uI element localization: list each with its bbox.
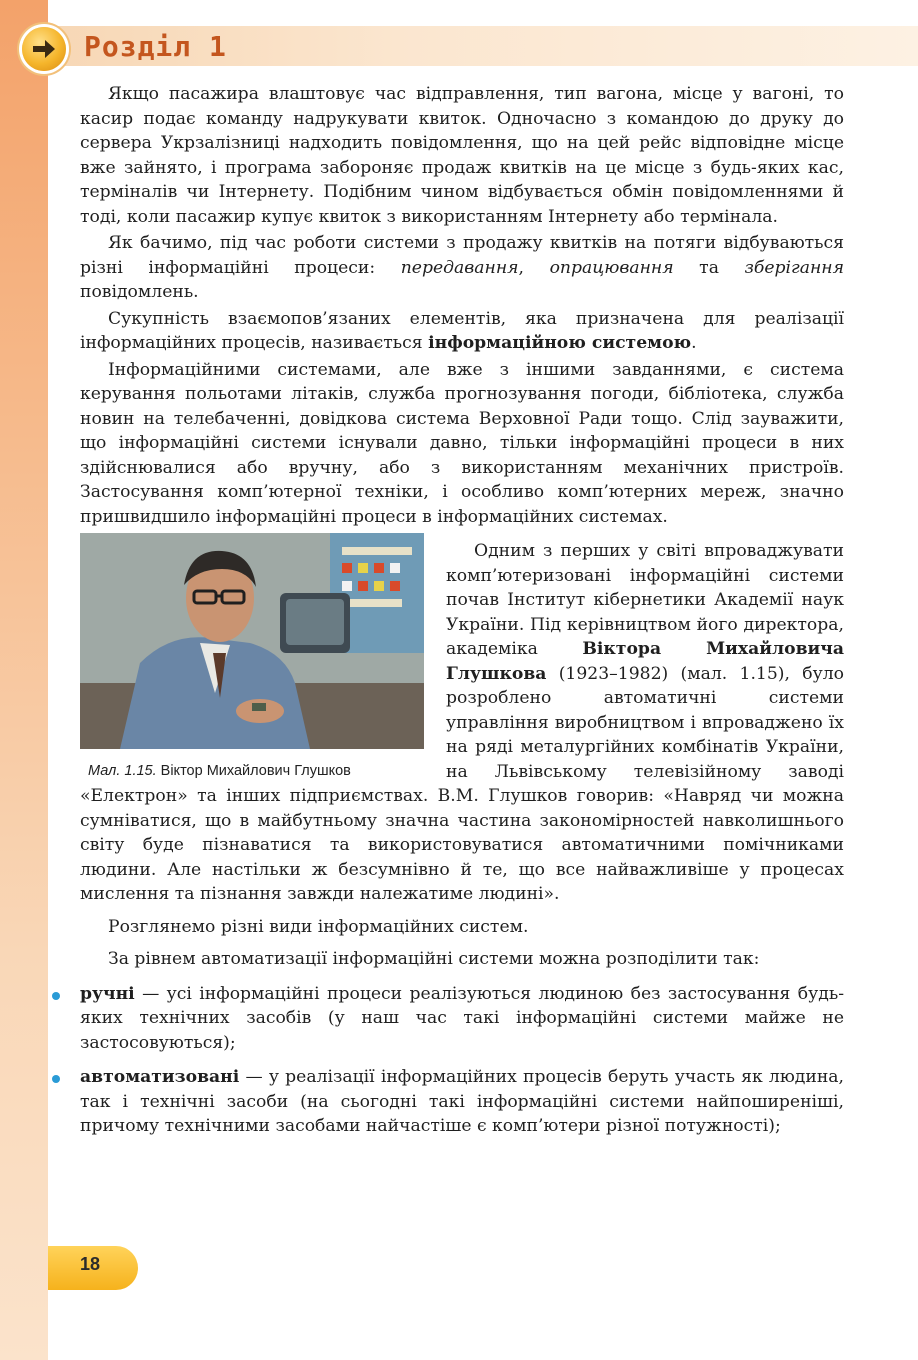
term-information-system: інформаційною системою <box>428 333 692 353</box>
arrow-right-icon <box>22 27 66 71</box>
name-glushkov: Віктора Михайловича Глушкова <box>446 639 844 684</box>
bullet-list <box>80 982 844 1139</box>
text-run: Сукупність взаємопов’язаних елементів, яка призначена для реалізації інформаційних процесів, називається <box>80 308 844 353</box>
term-transmission: передавання <box>400 257 519 278</box>
paragraph-info-processes <box>80 231 844 305</box>
paragraph-examples: Інформаційними системами, але вже з іншими завданнями, є система керування польотами літаків, служба прогнозування погоди, бібліотека, служба новин на телебаченні, довідкова система Верховної Ради тощо. Слід зауважити, що інформаційні системи існували давно, тільки інформаційні процеси в них здійснювалися або вручну, або з використанням механічних пристроїв. Застосування комп’ютерної техніки, і особливо комп’ютерних мереж, значно пришвидшило інформаційні процеси в інформаційних системах. <box>80 359 844 527</box>
bullet-text: — усі інформаційні процеси реалізуються людиною без застосування будь-яких технічних засобів (у наш час такі інформаційні системи майже не застосовуються); <box>80 983 844 1053</box>
term-processing: опрацювання <box>549 257 674 278</box>
paragraph-ticket-purchase: Якщо пасажира влаштовує час відправлення, тип вагона, місце у вагоні, то касир подає команду надрукувати квиток. Одночасно з командою до друку до сервера Укрзалізниці надходить повідомлення, що на цей рейс відповідне місце вже зайнято, і програма забороняє продаж квитків на це місце з будь-яких кас, терміналів чи Інтернету. Подібним чином відбувається обмін повідомленнями й тоді, коли пасажир купує квиток з використанням Інтернету або термінала. <box>80 84 844 227</box>
list-item <box>52 982 844 1056</box>
bullet-term: ручні <box>80 983 135 1004</box>
bullet-term: автоматизовані <box>80 1067 240 1087</box>
caption-label: Мал. 1.15. <box>88 763 157 779</box>
paragraph-definition <box>80 307 844 356</box>
figure-caption <box>88 761 432 781</box>
text-run: та <box>673 257 745 278</box>
text-run: , <box>518 257 550 278</box>
text-run: (1923–1982) (мал. 1.15), було розроблено автоматичні системи управління виробництвом і впроваджено їх на ряді металургійних комбінатів України, на Львівському телевізійному заводі «Електрон» та інших підприємствах. В.М. Глушков говорив: «Навряд чи можна сумніватися, що в майбутньому значна частина закономірностей навколишнього світу буде пізнаватися та використовуватися автоматичними помічниками людини. Але настільки ж безсумнівно й те, що все найважливіше у процесах мислення та пізнання завжди належатиме людині». <box>80 663 844 904</box>
text-run: повідомлень. <box>80 282 199 302</box>
photo-glushkov <box>80 533 424 749</box>
bullet-text: — у реалізації інформаційних процесів беруть участь як людина, так і технічні засоби (на сьогодні такі інформаційні системи найпоширеніші, причому технічними засобами найчастіше є комп’ютери різної потужності); <box>80 1067 844 1136</box>
chapter-title: Розділ 1 <box>84 30 227 63</box>
bullet-dot-icon <box>52 992 60 1000</box>
text-run: Одним з перших у світі впроваджувати комп’ютеризовані інформаційні системи почав Інститут кібернетики Академії наук України. Під керівництвом його директора, академіка <box>446 541 844 659</box>
paragraph-types-intro: Розглянемо різні види інформаційних систем. <box>108 916 529 937</box>
list-item <box>52 1065 844 1139</box>
caption-text: Віктор Михайлович Глушков <box>156 763 351 779</box>
paragraph-automation-intro: За рівнем автоматизації інформаційні системи можна розподілити так: <box>108 949 760 969</box>
term-storage: зберігання <box>744 257 844 278</box>
text-run: . <box>691 333 697 353</box>
figure-glushkov <box>80 533 432 781</box>
page-content <box>80 82 844 1139</box>
text-run: Як бачимо, під час роботи системи з продажу квитків на потяги відбуваються різні інформаційні процеси: <box>80 233 844 278</box>
bullet-dot-icon <box>52 1075 60 1083</box>
side-color-strip <box>0 0 48 1360</box>
page-number: 18 <box>80 1254 101 1274</box>
